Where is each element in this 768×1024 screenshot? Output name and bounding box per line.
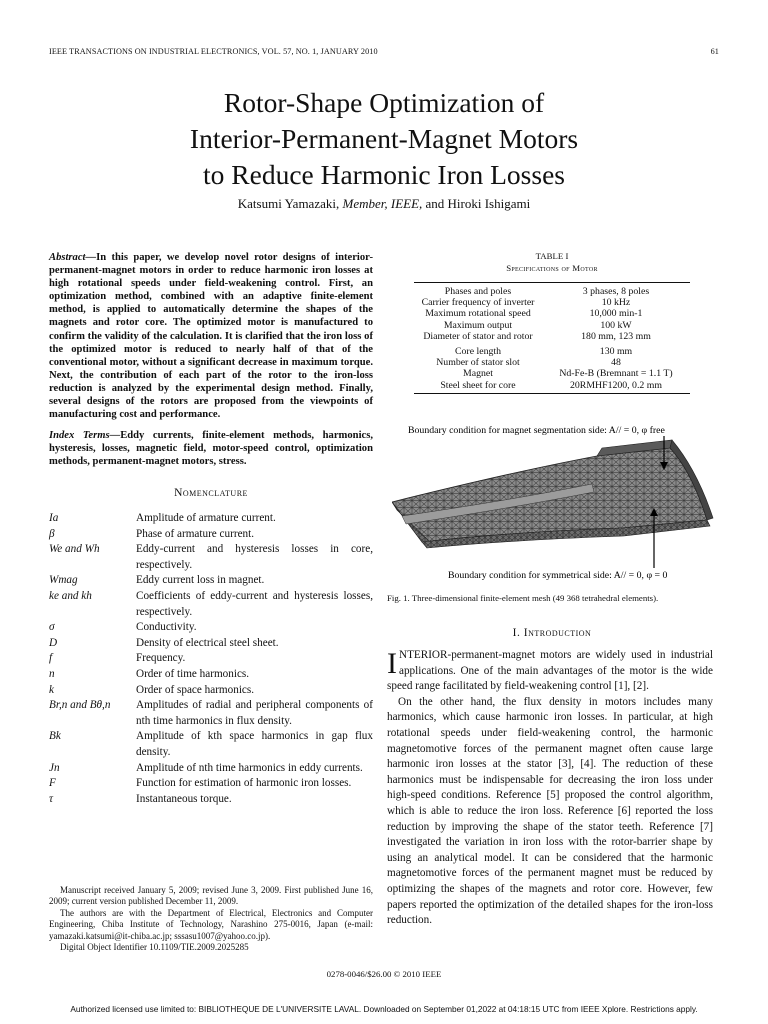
nomenclature-symbol: Jn — [49, 761, 60, 774]
intro-paragraph-1 — [387, 648, 713, 695]
nomenclature-symbol: Bk — [49, 730, 61, 743]
table-number: TABLE I — [535, 251, 569, 261]
nomenclature-definition: Phase of armature current. — [136, 527, 255, 540]
table-value-cell: 20RMHF1200, 0.2 mm — [570, 379, 662, 391]
table-value-cell: 130 mm — [599, 346, 633, 358]
table-row — [414, 297, 690, 308]
title-line-3: to Reduce Harmonic Iron Losses — [203, 159, 565, 190]
table-param-cell: Number of stator slot — [436, 357, 520, 369]
nomenclature-definition: Conductivity. — [136, 621, 197, 634]
table-row — [414, 380, 690, 391]
title-line-1: Rotor-Shape Optimization of — [223, 87, 545, 118]
table-title: Specifications of Motor — [506, 263, 598, 273]
table-value-cell: 180 mm, 123 mm — [581, 330, 651, 342]
abstract-label: Abstract— — [49, 252, 97, 263]
nomenclature-symbol: n — [49, 667, 55, 680]
table-row — [414, 357, 690, 368]
author-2: and Hiroki Ishigami — [425, 196, 531, 211]
section-heading-introduction: I. Introduction — [512, 627, 592, 639]
fe-mesh-figure — [392, 420, 716, 585]
nomenclature-definition: Amplitudes of radial and peripheral components of nth time harmonics in flux density. — [136, 699, 373, 727]
journal-name: IEEE TRANSACTIONS ON INDUSTRIAL ELECTRONICS, VOL. 57, NO. 1, JANUARY 2010 — [49, 47, 378, 56]
table-value-cell: 100 kW — [600, 319, 632, 331]
nomenclature-definition: Eddy-current and hysteresis losses in core, respectively. — [136, 543, 373, 571]
paper-title — [0, 85, 768, 193]
table-param-cell: Maximum rotational speed — [425, 308, 531, 320]
nomenclature-definition: Density of electrical steel sheet. — [136, 636, 279, 649]
nomenclature-definition: Function for estimation of harmonic iron losses. — [136, 777, 352, 790]
nomenclature-symbol: f — [49, 652, 53, 665]
nomenclature-item — [49, 636, 373, 652]
figure-caption: Fig. 1. Three-dimensional finite-element mesh (49 368 tetrahedral elements). — [387, 593, 659, 603]
nomenclature-item — [49, 527, 373, 543]
nomenclature-definition: Amplitude of armature current. — [136, 512, 276, 524]
boundary-label-top: Boundary condition for magnet segmentation side: A// = 0, φ free — [408, 425, 665, 436]
drop-cap: I — [387, 647, 397, 680]
footnote-doi: Digital Object Identifier 10.1109/TIE.2009.2025285 — [60, 942, 249, 953]
nomenclature-symbol: β — [49, 527, 55, 540]
nomenclature-symbol: F — [49, 777, 56, 790]
table-param-cell: Maximum output — [443, 319, 513, 331]
nomenclature-item — [49, 792, 373, 808]
table-row — [414, 368, 690, 379]
table-value-cell: 10 kHz — [601, 297, 631, 309]
nomenclature-item — [49, 761, 373, 777]
nomenclature-symbol: ke and kh — [49, 589, 92, 602]
mesh-image — [392, 420, 716, 585]
footnote — [49, 885, 373, 953]
nomenclature-definition: Order of space harmonics. — [136, 683, 255, 696]
nomenclature-symbol: Ia — [49, 512, 59, 524]
nomenclature-item — [49, 698, 373, 729]
nomenclature-symbol: We and Wh — [49, 543, 100, 556]
title-line-2: Interior-Permanent-Magnet Motors — [189, 123, 579, 154]
nomenclature-definition: Order of time harmonics. — [136, 667, 250, 680]
nomenclature-symbol: Br,n and Bθ,n — [49, 699, 111, 712]
abstract-text: In this paper, we develop novel rotor designs of interior-permanent-magnet motors in order to reduce harmonic iron losses at high rotational speeds under field-weakening control. First, an optimization method, combined with an adaptive finite-element method, is applied to automatically determine the shapes of the magnets and rotor core. The optimized motor is manufactured to confirm the validity of the calculation. It is clarified that the iron loss of the optimized motor is reduced to nearly half of that of the conventional motor, without a significant decrease in maximum torque. Next, the contribution of each part of the rotor to the iron-loss reduction is analyzed by the experimental design method. Finally, several designs of the rotors are proposed from the viewpoints of manufacturing cost and performance. — [49, 252, 373, 421]
table-param-cell: Phases and poles — [444, 286, 512, 297]
footnote-received: Manuscript received January 5, 2009; revised June 3, 2009. First published June 16, 2009; current version published December 11, 2009. — [49, 885, 373, 907]
spec-table — [414, 282, 690, 394]
author-line — [0, 196, 768, 212]
nomenclature-item — [49, 589, 373, 620]
nomenclature-item — [49, 667, 373, 683]
intro-paragraph-2: On the other hand, the flux density in motors includes many harmonics, which cause harmonic iron losses. In particular, at high rotational speeds under field-weakening control, the harmonic magnetomotive forces of the permanent magnet often cause large harmonic iron losses at the stator [3], [4]. The reduction of these harmonics must be indispensable for decreasing the iron loss under high-speed conditions. Reference [5] proposed the control algorithm, which is able to reduce the iron loss. Reference [6] reported the loss reduction by improving the shape of the stator teeth. Reference [7] investigated the variation in iron loss with the rotor-barrier shape by using an analytical model. It can be considered that the harmonic magnetomotive forces of the permanent magnet must be reduced by optimizing the shapes of the magnets and rotor core. However, few papers reported the optimization of the detailed shapes for the iron-loss reduction. — [387, 695, 713, 927]
copyright-line: 0278-0046/$26.00 © 2010 IEEE — [326, 969, 442, 979]
intro-paragraph-1-text: NTERIOR-permanent-magnet motors are widely used in industrial applications. One of the main advantages of the motor is the wide speed range facilitated by field-weakening control [1], [2]. — [387, 649, 713, 693]
nomenclature-item — [49, 573, 373, 589]
running-header — [49, 47, 719, 56]
nomenclature-symbol: τ — [49, 792, 54, 805]
page-number: 61 — [710, 47, 719, 56]
table-param-cell: Steel sheet for core — [440, 379, 516, 391]
index-terms-label: Index Terms— — [49, 430, 121, 441]
table-row — [414, 331, 690, 342]
author-1: Katsumi Yamazaki, — [237, 196, 340, 211]
introduction-body — [387, 648, 713, 929]
index-terms — [49, 429, 373, 468]
table-value-cell: Nd-Fe-B (Bremnant = 1.1 T) — [559, 368, 673, 380]
abstract — [49, 251, 373, 421]
table-row — [414, 286, 690, 297]
footnote-affiliation: The authors are with the Department of Electrical, Electronics and Computer Engineering, Chiba Institute of Technology, Narashino 275-0016, Japan (e-mail: yamazaki.katsumi@it-chiba.ac.jp; sssasu1007@yahoo.co.jp). — [49, 907, 373, 941]
nomenclature-definition: Coefficients of eddy-current and hysteresis losses, respectively. — [136, 589, 373, 618]
table-value-cell: 3 phases, 8 poles — [582, 286, 650, 297]
nomenclature-definition: Amplitude of kth space harmonics in gap flux density. — [136, 730, 373, 758]
nomenclature-heading: Nomenclature — [174, 487, 248, 499]
table-value-cell: 48 — [611, 357, 621, 369]
table-value-cell: 10,000 min-1 — [589, 308, 643, 320]
nomenclature-item — [49, 511, 373, 527]
nomenclature-item — [49, 729, 373, 760]
nomenclature-symbol: Wmag — [49, 574, 78, 587]
nomenclature-list — [49, 511, 373, 807]
table-param-cell: Magnet — [463, 368, 493, 380]
nomenclature-item — [49, 651, 373, 667]
table-param-cell: Core length — [455, 346, 501, 358]
nomenclature-item — [49, 683, 373, 699]
author-1-role: Member, IEEE, — [342, 196, 423, 211]
table-row — [414, 346, 690, 357]
nomenclature-definition: Amplitude of nth time harmonics in eddy currents. — [136, 761, 363, 774]
nomenclature-definition: Instantaneous torque. — [136, 792, 232, 805]
table-row — [414, 308, 690, 319]
table-param-cell: Carrier frequency of inverter — [421, 297, 535, 309]
index-terms-text: Eddy currents, finite-element methods, harmonics, hysteresis, losses, magnetic field, motor-speed control, optimization methods, permanent-magnet motors, stress. — [49, 430, 373, 468]
table-row — [414, 320, 690, 331]
nomenclature-item — [49, 542, 373, 573]
table-param-cell: Diameter of stator and rotor — [423, 330, 533, 342]
nomenclature-symbol: σ — [49, 621, 55, 634]
nomenclature-item — [49, 776, 373, 792]
license-notice: Authorized licensed use limited to: BIBLIOTHEQUE DE L'UNIVERSITE LAVAL. Downloaded on September 01,2022 at 04:18:15 UTC from IEEE Xplore. Restrictions apply. — [70, 1004, 698, 1014]
nomenclature-item — [49, 620, 373, 636]
nomenclature-symbol: D — [49, 636, 58, 649]
nomenclature-symbol: k — [49, 683, 54, 696]
nomenclature-definition: Eddy current loss in magnet. — [136, 574, 265, 587]
boundary-label-bottom: Boundary condition for symmetrical side: A// = 0, φ = 0 — [448, 570, 668, 581]
nomenclature-definition: Frequency. — [136, 652, 186, 665]
